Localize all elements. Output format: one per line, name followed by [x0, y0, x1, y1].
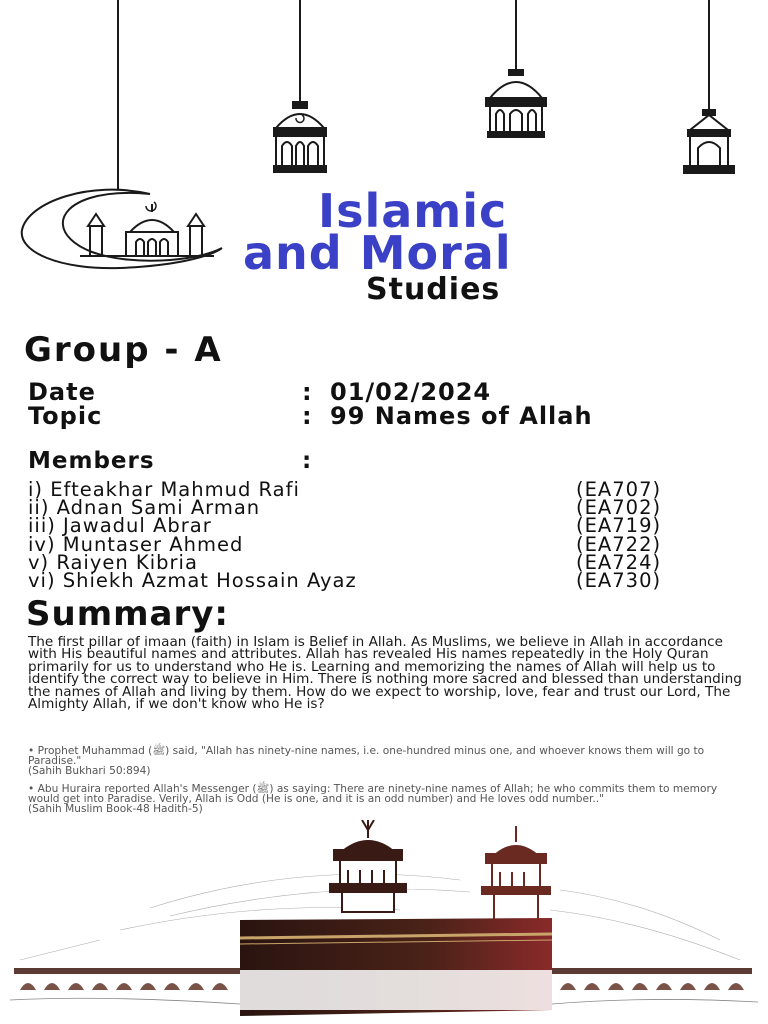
hadith-quote	[28, 784, 748, 815]
title-line-1: Islamic	[318, 184, 508, 238]
lantern-icon	[684, 0, 734, 173]
topic-colon: :	[302, 402, 312, 430]
group-heading: Group - A	[24, 330, 223, 370]
kaaba-illustration	[0, 820, 768, 1024]
member-name: iv) Muntaser Ahmed	[28, 533, 244, 556]
member-name: vi) Shiekh Azmat Hossain Ayaz	[28, 569, 357, 592]
date-label: Date	[28, 378, 96, 406]
member-name: v) Raiyen Kibria	[28, 551, 198, 574]
member-name: ii) Adnan Sami Arman	[28, 496, 261, 519]
member-id: (EA719)	[576, 514, 662, 537]
summary-paragraph: The first pillar of imaan (faith) in Islam is Belief in Allah. As Muslims, we believe in Allah in accordance with His beautiful names and attributes. Allah has revealed His names repeatedly in the Holy Quran primarily for us to understand who He is. Learning and memorizing the names of Allah will help us to identify the correct way to believe in Him. There is nothing more sacred and blessed than understanding the names of Allah and living by them. How do we expect to worship, love, fear and trust our Lord, The Almighty Allah, if we don't know who He is?	[28, 634, 742, 713]
date-value: 01/02/2024	[330, 378, 492, 406]
member-id: (EA722)	[576, 533, 662, 556]
title-line-2: and Moral	[243, 226, 512, 280]
member-name: i) Efteakhar Mahmud Rafi	[28, 478, 300, 501]
members-colon: :	[302, 448, 312, 474]
summary-heading: Summary:	[26, 594, 230, 634]
member-id: (EA702)	[576, 496, 662, 519]
hadith-quote	[28, 746, 748, 777]
topic-value: 99 Names of Allah	[330, 402, 593, 430]
crescent-mosque-icon	[22, 0, 222, 268]
members-heading: Members	[28, 448, 155, 474]
hadith-source: (Sahih Muslim Book-48 Hadith-5)	[28, 803, 203, 816]
topic-label: Topic	[28, 402, 103, 430]
member-name: iii) Jawadul Abrar	[28, 514, 212, 537]
member-id: (EA724)	[576, 551, 662, 574]
lantern-icon	[274, 0, 326, 172]
hadith-text: • Prophet Muhammad (ﷺ) said, "Allah has ninety-nine names, i.e. one-hundred minus one, and whoever knows them will go to Paradise."	[28, 745, 705, 768]
date-colon: :	[302, 378, 312, 406]
hadith-source: (Sahih Bukhari 50:894)	[28, 765, 151, 778]
title-line-3: Studies	[366, 272, 501, 307]
member-id: (EA707)	[576, 478, 662, 501]
hadith-text: • Abu Huraira reported Allah's Messenger (ﷺ) as saying: There are ninety-nine names of Allah; he who commits them to memory would get into Paradise. Verily, Allah is Odd (He is one, and it is an odd number) and He loves odd number.."	[28, 783, 718, 806]
lantern-icon	[486, 0, 546, 137]
member-id: (EA730)	[576, 569, 662, 592]
